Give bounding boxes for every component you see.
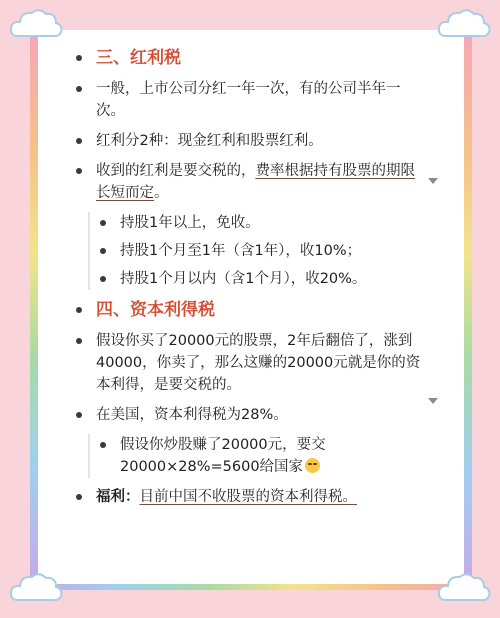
bullet	[76, 412, 82, 418]
list-item-text: 假设你买了20000元的股票，2年后翻倍了，涨到40000，你卖了，那么这赚的20000元就是你的资本利得，是要交税的。	[96, 333, 421, 393]
bullet	[76, 138, 82, 144]
sub-list-item-text: 假设你炒股赚了20000元，要交20000×28%=5600给国家	[120, 437, 326, 475]
sub-list-item-text: 持股1年以上，免收。	[120, 215, 260, 231]
bullet	[76, 168, 82, 174]
underlined-text: 目前中国不收股票的资本利得税。	[139, 489, 357, 505]
section-heading-dividend-tax	[68, 46, 428, 70]
bullet	[100, 220, 106, 226]
bullet	[76, 86, 82, 92]
list-item-text: 收到的红利是要交税的，	[96, 163, 256, 179]
sub-list-item-text: 持股1个月至1年（含1年），收10%；	[120, 243, 362, 259]
bullet	[76, 55, 82, 61]
underlined-text: 费率根据持有股票的期限长短而定	[96, 163, 415, 201]
bullet	[100, 276, 106, 282]
list-item-text: 红利分2种：现金红利和股票红利。	[96, 133, 323, 149]
section-title: 三、红利税	[96, 48, 181, 68]
list-item-text: 。	[154, 185, 169, 201]
section-title: 四、资本利得税	[96, 300, 215, 320]
bullet	[76, 338, 82, 344]
cloud-icon	[436, 570, 492, 606]
sub-list	[88, 212, 428, 290]
list-item	[68, 130, 428, 152]
sub-list-item	[90, 434, 428, 478]
list-item	[68, 330, 428, 396]
sub-list-item-text: 持股1个月以内（含1个月），收20%。	[120, 271, 367, 287]
collapse-chevron-icon[interactable]	[428, 398, 438, 404]
cloud-icon	[8, 6, 64, 42]
rainbow-border-bottom	[30, 584, 472, 590]
note-content	[68, 46, 428, 516]
cloud-icon	[8, 570, 64, 606]
bullet	[76, 307, 82, 313]
collapse-chevron-icon[interactable]	[428, 178, 438, 184]
sub-list-item	[90, 240, 428, 262]
bullet	[100, 442, 106, 448]
bullet	[100, 248, 106, 254]
bullet	[76, 494, 82, 500]
list-item	[68, 160, 428, 204]
sub-list-item	[90, 268, 428, 290]
sub-list-item	[90, 212, 428, 234]
laughing-emoji-icon	[305, 458, 320, 473]
cloud-icon	[436, 6, 492, 42]
list-item	[68, 404, 428, 426]
list-item	[68, 78, 428, 122]
sub-list	[88, 434, 428, 478]
list-item-text: 一般，上市公司分红一年一次，有的公司半年一次。	[96, 81, 401, 119]
welfare-label: 福利：	[96, 489, 140, 505]
list-item-welfare	[68, 486, 428, 508]
list-item-text: 在美国，资本利得税为28%。	[96, 407, 288, 423]
section-heading-capital-gains-tax	[68, 298, 428, 322]
